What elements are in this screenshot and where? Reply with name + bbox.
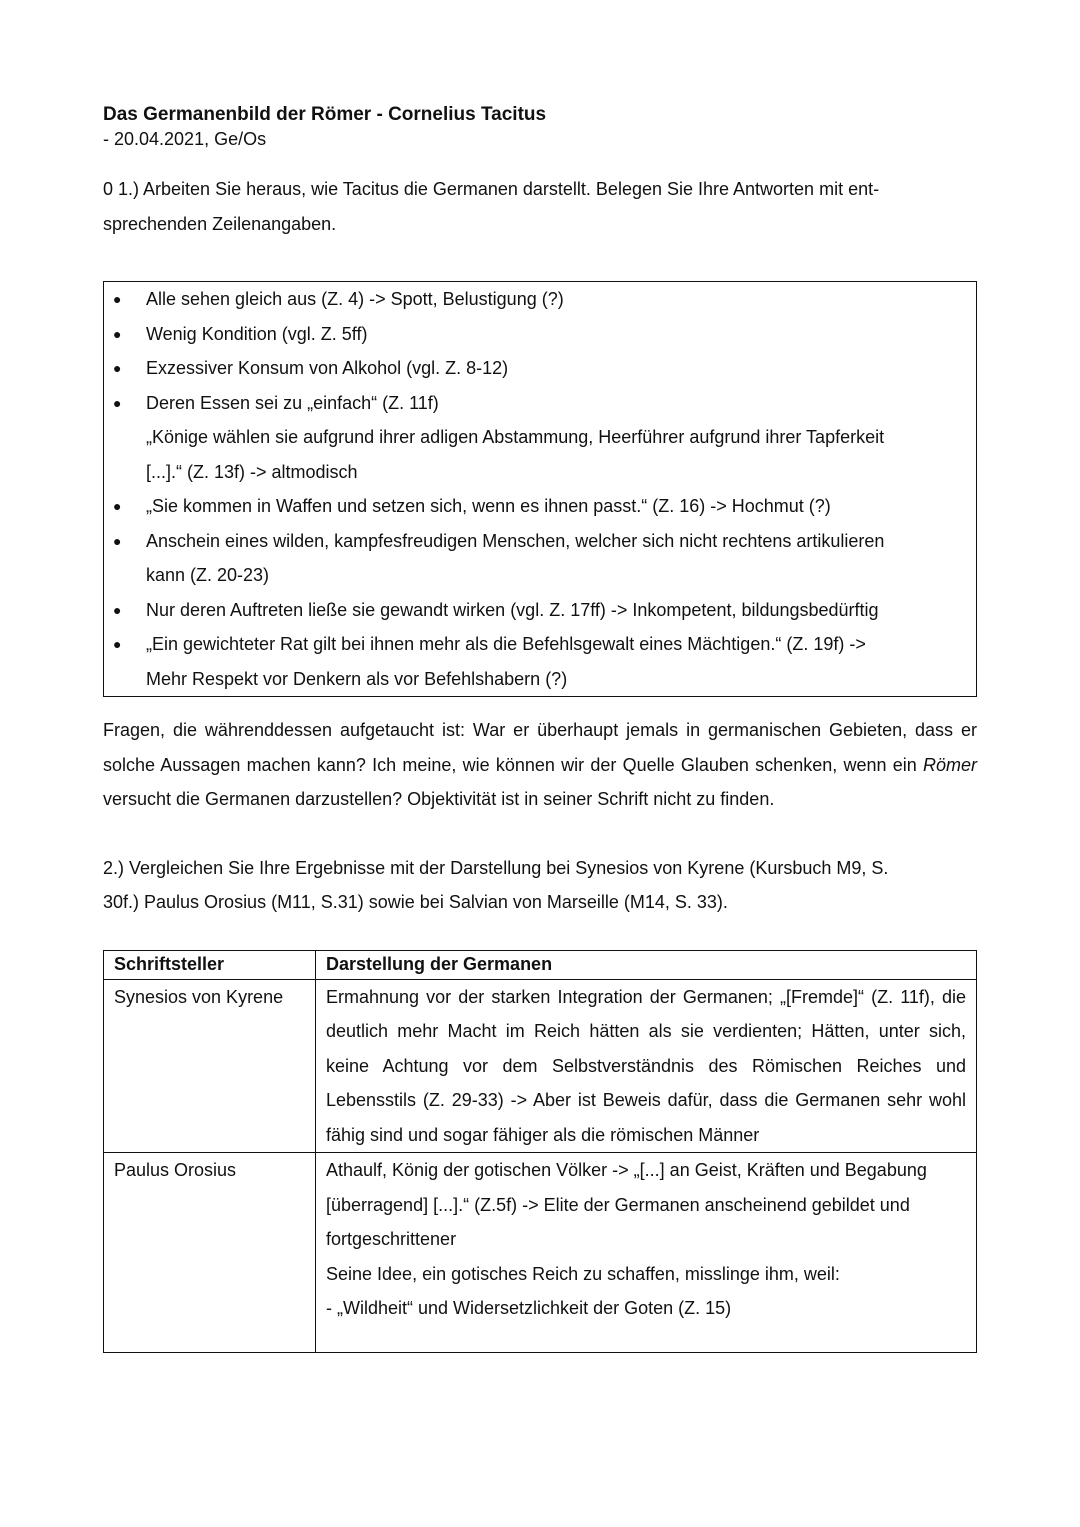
list-item: ● Nur deren Auftreten ließe sie gewandt wirken (vgl. Z. 17ff) -> Inkompetent, bildungsbedürftig <box>104 593 968 628</box>
comparison-table <box>103 950 977 1353</box>
depiction-text: - „Wildheit“ und Widersetzlichkeit der Goten (Z. 15) <box>326 1298 732 1318</box>
list-item: ● „Ein gewichteter Rat gilt bei ihnen mehr als die Befehlsgewalt eines Mächtigen.“ (Z. 19f) -> <box>104 627 968 662</box>
bullet-icon: ● <box>113 532 122 549</box>
bullet-icon: ● <box>113 291 122 307</box>
task1-line2: sprechenden Zeilenangaben. <box>103 213 337 234</box>
cell-depiction: Ermahnung vor der starken Integration der Germanen; „[Fremde]“ (Z. 11f), die deutlich mehr Macht im Reich hätten als sie verdienten; Hätten, unter sich, keine Achtung vor dem Selbstverständnis des Römischen Reiches und Lebensstils (Z. 29-33) -> Aber ist Beweis dafür, dass die Germanen sehr wohl fähig sind und sogar fähiger als die römischen Männer <box>316 979 977 1153</box>
tacitus-answer-box <box>103 281 977 697</box>
bullet-icon: ● <box>113 394 122 411</box>
list-continuation: Mehr Respekt vor Denkern als vor Befehlshabern (?) <box>146 668 568 689</box>
task1-prompt <box>103 172 977 241</box>
task1-line1: 0 1.) Arbeiten Sie heraus, wie Tacitus die Germanen darstellt. Belegen Sie Ihre Antworten mit ent- <box>103 179 880 199</box>
table-header-row <box>104 950 977 979</box>
list-continuation: „Könige wählen sie aufgrund ihrer adligen Abstammung, Heerführer aufgrund ihrer Tapferkeit <box>146 427 885 447</box>
bullet-icon: ● <box>113 498 122 514</box>
bullet-icon: ● <box>113 325 122 342</box>
task2-line1: 2.) Vergleichen Sie Ihre Ergebnisse mit der Darstellung bei Synesios von Kyrene (Kursbuch M9, S. <box>103 857 889 878</box>
answer-list <box>104 489 968 558</box>
cell-depiction <box>316 1153 977 1353</box>
document-title: Das Germanenbild der Römer - Cornelius Tacitus <box>103 104 547 125</box>
emphasis-roemer: Römer <box>922 754 977 775</box>
bullet-icon: ● <box>113 636 122 652</box>
list-item: ● Exzessiver Konsum von Alkohol (vgl. Z. 8-12) <box>104 351 968 386</box>
answer-list <box>104 282 968 420</box>
bullet-icon: ● <box>113 601 122 618</box>
list-continuation: [...].“ (Z. 13f) -> altmodisch <box>146 461 358 482</box>
document-date: - 20.04.2021, Ge/Os <box>103 129 267 149</box>
questions-paragraph: Fragen, die währenddessen aufgetaucht ist: War er überhaupt jemals in germanischen Gebieten, dass er solche Aussagen machen kann? Ich meine, wie können wir der Quelle Glauben schenken, wenn ein Römer versucht die Germanen darzustellen? Objektivität ist in seiner Schrift nicht zu finden. <box>103 720 977 809</box>
task2-line2: 30f.) Paulus Orosius (M11, S.31) sowie bei Salvian von Marseille (M14, S. 33). <box>103 892 728 912</box>
table-row <box>104 1153 977 1353</box>
list-item: ● Deren Essen sei zu „einfach“ (Z. 11f) <box>104 386 968 421</box>
bullet-icon: ● <box>113 360 122 376</box>
list-item: ● Wenig Kondition (vgl. Z. 5ff) <box>104 317 968 352</box>
task2-prompt <box>103 851 977 920</box>
cell-author: Synesios von Kyrene <box>104 979 316 1153</box>
document-page <box>103 103 977 1353</box>
list-item: ● Alle sehen gleich aus (Z. 4) -> Spott, Belustigung (?) <box>104 282 968 317</box>
list-continuation: kann (Z. 20-23) <box>146 565 270 585</box>
depiction-text: Athaulf, König der gotischen Völker -> „[...] an Geist, Kräften und Begabung [überragend] [...].“ (Z.5f) -> Elite der Germanen anscheinend gebildet und fortgeschrittener <box>326 1160 927 1249</box>
cell-author: Paulus Orosius <box>104 1153 316 1353</box>
table-row <box>104 979 977 1153</box>
answer-list <box>104 593 968 662</box>
list-item: ● Anschein eines wilden, kampfesfreudigen Menschen, welcher sich nicht rechtens artikulieren <box>104 524 968 559</box>
column-header-author: Schriftsteller <box>104 950 316 979</box>
list-item: ● „Sie kommen in Waffen und setzen sich, wenn es ihnen passt.“ (Z. 16) -> Hochmut (?) <box>104 489 968 524</box>
column-header-depiction: Darstellung der Germanen <box>316 950 977 979</box>
depiction-text: Seine Idee, ein gotisches Reich zu schaffen, misslinge ihm, weil: <box>326 1263 840 1284</box>
